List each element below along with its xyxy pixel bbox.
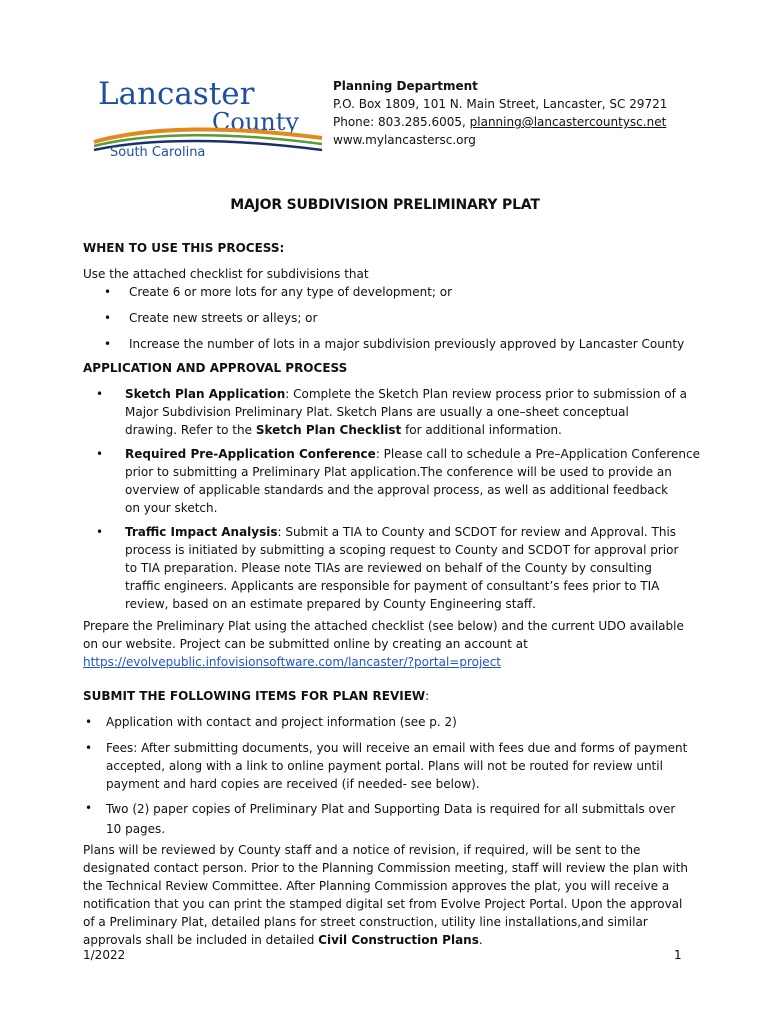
logo-county-text: County (212, 108, 299, 136)
item-line: : Submit a TIA to County and SCDOT for review and Approval. This (277, 525, 677, 539)
submit-heading-text: SUBMIT THE FOLLOWING ITEMS FOR PLAN REVIEW (83, 689, 426, 703)
bullet-dot: • (96, 387, 104, 401)
submit-item-copies (106, 799, 675, 839)
item-line: traffic engineers. Applicants are responsible for payment of consultant’s fees prior to TIA (125, 579, 660, 593)
bullet-dot: • (96, 447, 104, 461)
item-line: : Complete the Sketch Plan review process prior to submission of a (285, 387, 687, 401)
item-line: Fees: After submitting documents, you will receive an email with fees due and forms of payment (106, 741, 688, 755)
bullet-dot: • (104, 311, 112, 325)
item-line: 10 pages. (106, 822, 166, 836)
item-line: accepted, along with a link to online payment portal. Plans will not be routed for review until (106, 759, 663, 773)
item-line: process is initiated by submitting a scoping request to County and SCDOT for approval prior (125, 543, 679, 557)
submit-item-application (106, 713, 457, 731)
bullet-dot: • (85, 741, 93, 755)
sketch-checklist-ref: Sketch Plan Checklist (255, 423, 402, 437)
civil-plans-ref: Civil Construction Plans (318, 933, 479, 947)
item-line: for additional information. (401, 423, 562, 437)
submit-item-fees (106, 739, 687, 793)
when-bullet-text: Create new streets or alleys; or (129, 311, 318, 325)
website-line: www.mylancastersc.org (333, 133, 476, 147)
address-line: P.O. Box 1809, 101 N. Main Street, Lancaster, SC 29721 (333, 97, 668, 111)
sketch-plan-item (125, 385, 685, 439)
page-number: 1 (674, 948, 682, 962)
paragraph-line: notification that you can print the stamped digital set from Evolve Project Portal. Upon the approval (83, 897, 683, 911)
paragraph-line: Prepare the Preliminary Plat using the attached checklist (see below) and the current UDO available (83, 619, 684, 633)
item-line: payment and hard copies are received (if needed- see below). (106, 777, 480, 791)
paragraph-line: approvals shall be included in detailed (83, 933, 319, 947)
item-title: Traffic Impact Analysis (125, 525, 278, 539)
item-line: prior to submitting a Preliminary Plat application.The conference will be used to provide an (125, 465, 672, 479)
when-heading: WHEN TO USE THIS PROCESS: (83, 241, 285, 255)
email-link[interactable]: planning@lancastercountysc.net (469, 115, 667, 129)
contact-block (333, 77, 667, 149)
bullet-dot: • (104, 337, 112, 351)
item-line: Application with contact and project information (see p. 2) (106, 715, 457, 729)
paragraph-line: of a Preliminary Plat, detailed plans for street construction, utility line installations,and similar (83, 915, 648, 929)
bullet-dot: • (96, 525, 104, 539)
paragraph-line: the Technical Review Committee. After Planning Commission approves the plat, you will receive a (83, 879, 670, 893)
logo-lancaster-text: Lancaster (98, 76, 255, 112)
item-line: overview of applicable standards and the approval process, as well as additional feedback (125, 483, 669, 497)
pre-application-item (125, 445, 700, 517)
item-line: drawing. Refer to the (125, 423, 256, 437)
item-line: on your sketch. (125, 501, 218, 515)
prepare-paragraph (83, 617, 684, 671)
bullet-dot: • (85, 801, 93, 815)
lancaster-county-logo (90, 74, 326, 160)
page-title: MAJOR SUBDIVISION PRELIMINARY PLAT (230, 197, 540, 213)
item-line: Two (2) paper copies of Preliminary Plat and Supporting Data is required for all submittals over (106, 802, 676, 816)
paragraph-end: . (478, 933, 483, 947)
item-line: to TIA preparation. Please note TIAs are reviewed on behalf of the County by consulting (125, 561, 652, 575)
item-title: Sketch Plan Application (125, 387, 286, 401)
paragraph-line: Plans will be reviewed by County staff and a notice of revision, if required, will be sent to the (83, 843, 641, 857)
phone-text: Phone: 803.285.6005, (333, 115, 470, 129)
bullet-dot: • (104, 285, 112, 299)
app-heading: APPLICATION AND APPROVAL PROCESS (83, 361, 348, 375)
logo-state-text: South Carolina (110, 145, 206, 160)
traffic-impact-item (125, 523, 685, 613)
bullet-dot: • (85, 715, 93, 729)
footer-date: 1/2022 (83, 948, 126, 962)
submit-heading-colon: : (425, 689, 430, 703)
item-line: : Please call to schedule a Pre–Application Conference (375, 447, 700, 461)
evolve-portal-link[interactable]: https://evolvepublic.infovisionsoftware.com/lancaster/?portal=project (83, 655, 501, 669)
closing-paragraph (83, 841, 688, 949)
item-line: review, based on an estimate prepared by County Engineering staff. (125, 597, 536, 611)
when-intro: Use the attached checklist for subdivisions that (83, 267, 369, 281)
department-name: Planning Department (333, 79, 478, 93)
submit-heading (83, 687, 429, 705)
paragraph-line: designated contact person. Prior to the Planning Commission meeting, staff will review the plan with (83, 861, 689, 875)
when-bullet-text: Create 6 or more lots for any type of development; or (129, 285, 453, 299)
phone-email-line (333, 113, 667, 131)
paragraph-line: on our website. Project can be submitted online by creating an account at (83, 637, 528, 651)
item-line: Major Subdivision Preliminary Plat. Sketch Plans are usually a one–sheet conceptual (125, 405, 629, 419)
when-bullet-text: Increase the number of lots in a major subdivision previously approved by Lancaster County (129, 337, 685, 351)
item-title: Required Pre-Application Conference (125, 447, 376, 461)
